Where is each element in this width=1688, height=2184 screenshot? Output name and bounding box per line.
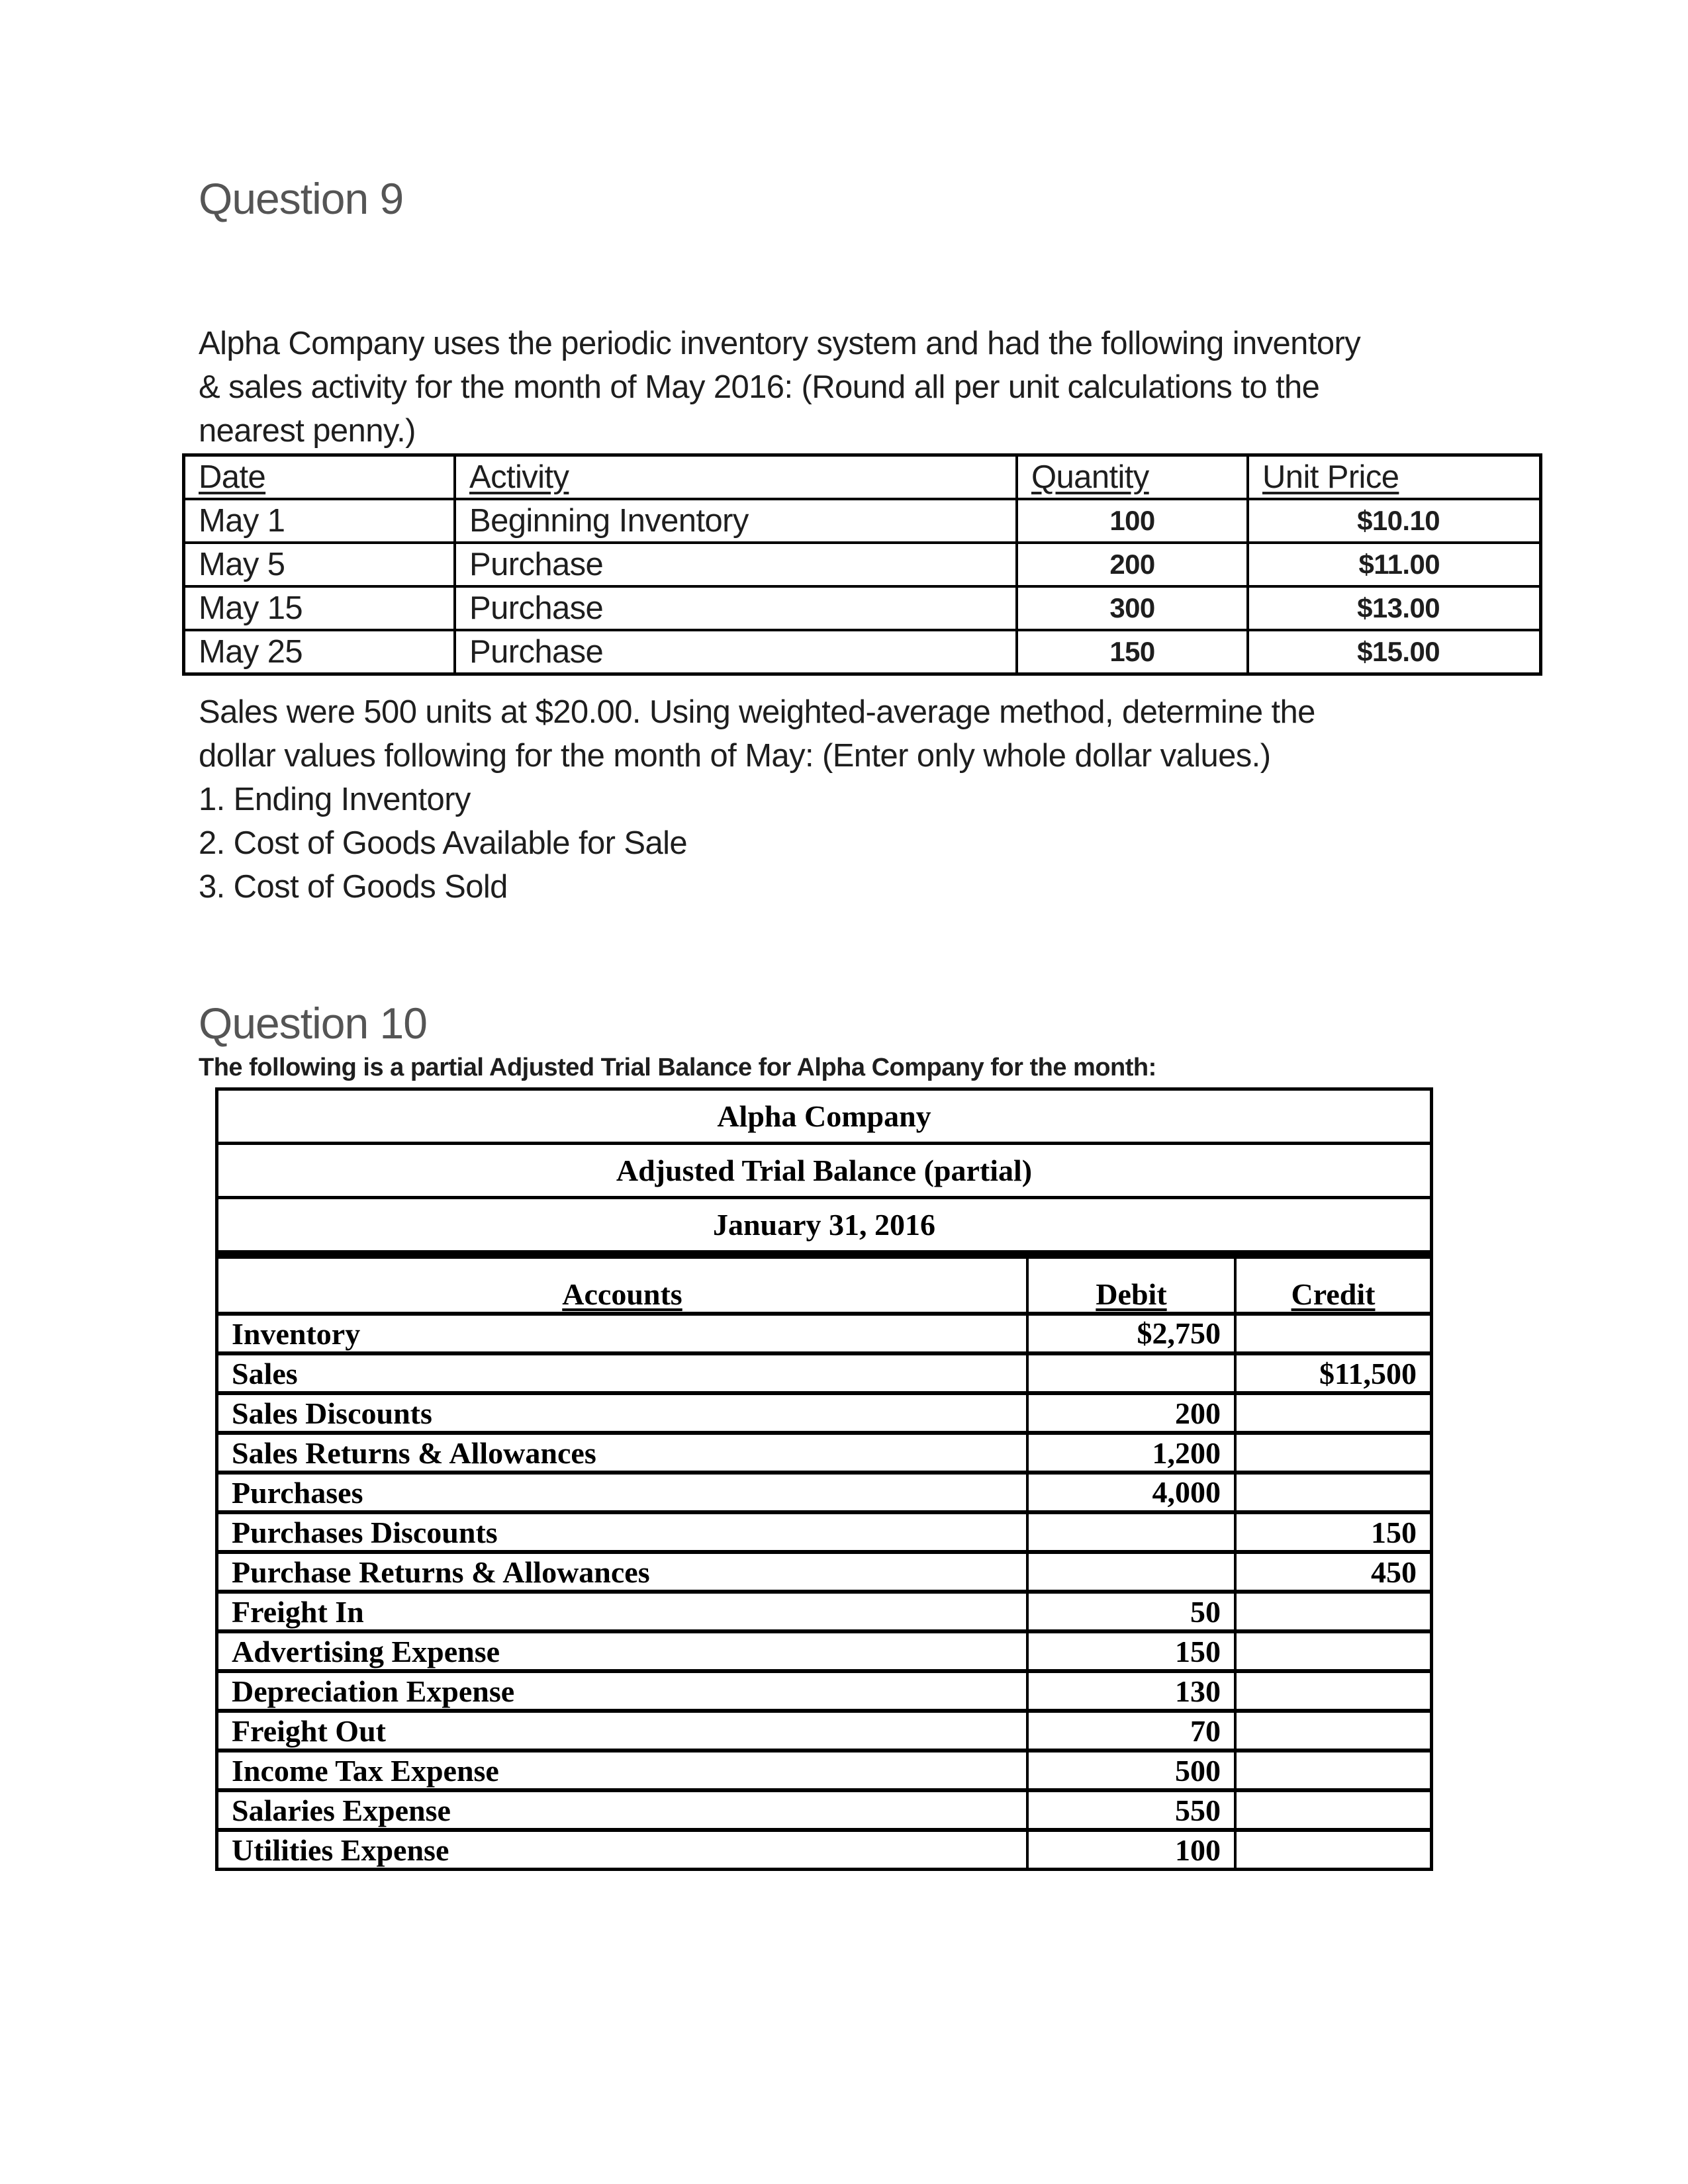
cell-activity: Purchase [455,630,1017,674]
cell-account: Inventory [217,1314,1028,1353]
cell-credit [1235,1711,1432,1751]
cell-date: May 25 [184,630,455,674]
intro-line: nearest penny.) [199,413,416,449]
column-header-credit: Credit [1235,1256,1432,1314]
cell-debit [1027,1512,1235,1552]
cell-unit-price: $11.00 [1248,543,1541,586]
inventory-activity-table [182,453,1542,676]
table-row [217,1433,1432,1473]
cell-debit: 70 [1027,1711,1235,1751]
intro-line: Alpha Company uses the periodic inventory system and had the following inventory [199,326,1361,361]
cell-debit: 130 [1027,1671,1235,1711]
cell-quantity: 300 [1017,586,1248,630]
table-row [217,1552,1432,1592]
cell-account: Sales Returns & Allowances [217,1433,1028,1473]
cell-debit: 50 [1027,1592,1235,1631]
cell-credit: 150 [1235,1512,1432,1552]
cell-unit-price: $15.00 [1248,630,1541,674]
cell-account: Freight In [217,1592,1028,1631]
question-9-intro [199,322,1556,453]
instruction-line: Sales were 500 units at $20.00. Using weighted-average method, determine the [199,694,1315,730]
list-item-cogs: 3. Cost of Goods Sold [199,869,508,905]
cell-account: Depreciation Expense [217,1671,1028,1711]
table-header-row [217,1256,1432,1314]
column-header-debit: Debit [1027,1256,1235,1314]
cell-debit: 1,200 [1027,1433,1235,1473]
cell-debit [1027,1552,1235,1592]
table-row [217,1512,1432,1552]
column-header-accounts: Accounts [217,1256,1028,1314]
cell-debit: 4,000 [1027,1473,1235,1512]
cell-credit [1235,1314,1432,1353]
cell-date: May 15 [184,586,455,630]
cell-credit [1235,1671,1432,1711]
list-item-cogas: 2. Cost of Goods Available for Sale [199,825,688,861]
table-header-row [184,455,1541,500]
table-row [184,543,1541,586]
cell-unit-price: $13.00 [1248,586,1541,630]
cell-debit: 200 [1027,1393,1235,1433]
cell-account: Utilities Expense [217,1830,1028,1870]
cell-account: Purchases Discounts [217,1512,1028,1552]
cell-credit [1235,1631,1432,1671]
cell-credit: $11,500 [1235,1353,1432,1393]
cell-account: Advertising Expense [217,1631,1028,1671]
cell-credit [1235,1473,1432,1512]
cell-credit [1235,1592,1432,1631]
cell-account: Freight Out [217,1711,1028,1751]
table-row [217,1711,1432,1751]
cell-debit: 150 [1027,1631,1235,1671]
list-item-ending-inventory: 1. Ending Inventory [199,782,471,817]
company-name: Alpha Company [217,1089,1432,1144]
question-10-subtitle: The following is a partial Adjusted Trial Balance for Alpha Company for the month: [199,1054,1156,1081]
table-row [184,499,1541,543]
cell-credit [1235,1393,1432,1433]
intro-line: & sales activity for the month of May 2016: (Round all per unit calculations to the [199,369,1320,405]
cell-activity: Purchase [455,543,1017,586]
table-row [184,630,1541,674]
cell-credit [1235,1751,1432,1790]
cell-account: Income Tax Expense [217,1751,1028,1790]
table-row [217,1790,1432,1830]
trial-balance-title-block [215,1087,1433,1253]
cell-activity: Beginning Inventory [455,499,1017,543]
cell-date: May 1 [184,499,455,543]
table-row [217,1751,1432,1790]
column-header-unit-price: Unit Price [1248,455,1541,500]
table-row [217,1314,1432,1353]
cell-account: Purchases [217,1473,1028,1512]
question-9-heading: Question 9 [199,174,404,223]
table-row [217,1592,1432,1631]
cell-credit [1235,1433,1432,1473]
statement-title: Adjusted Trial Balance (partial) [217,1144,1432,1198]
column-header-activity: Activity [455,455,1017,500]
cell-account: Salaries Expense [217,1790,1028,1830]
cell-credit: 450 [1235,1552,1432,1592]
cell-date: May 5 [184,543,455,586]
cell-account: Sales Discounts [217,1393,1028,1433]
cell-account: Sales [217,1353,1028,1393]
adjusted-trial-balance [215,1087,1433,1871]
cell-account: Purchase Returns & Allowances [217,1552,1028,1592]
cell-unit-price: $10.10 [1248,499,1541,543]
statement-date: January 31, 2016 [217,1198,1432,1252]
column-header-date: Date [184,455,455,500]
cell-debit: 500 [1027,1751,1235,1790]
table-row [217,1631,1432,1671]
table-row [217,1393,1432,1433]
table-row [217,1671,1432,1711]
question-10-heading: Question 10 [199,999,427,1048]
table-row [184,586,1541,630]
cell-quantity: 150 [1017,630,1248,674]
cell-debit: 550 [1027,1790,1235,1830]
cell-quantity: 200 [1017,543,1248,586]
table-row [217,1830,1432,1870]
instruction-line: dollar values following for the month of May: (Enter only whole dollar values.) [199,738,1271,774]
cell-debit: 100 [1027,1830,1235,1870]
trial-balance-table [215,1253,1433,1871]
cell-activity: Purchase [455,586,1017,630]
cell-credit [1235,1790,1432,1830]
cell-debit: $2,750 [1027,1314,1235,1353]
question-9-instructions [199,690,1556,909]
cell-debit [1027,1353,1235,1393]
table-row [217,1353,1432,1393]
cell-credit [1235,1830,1432,1870]
table-row [217,1473,1432,1512]
cell-quantity: 100 [1017,499,1248,543]
column-header-quantity: Quantity [1017,455,1248,500]
